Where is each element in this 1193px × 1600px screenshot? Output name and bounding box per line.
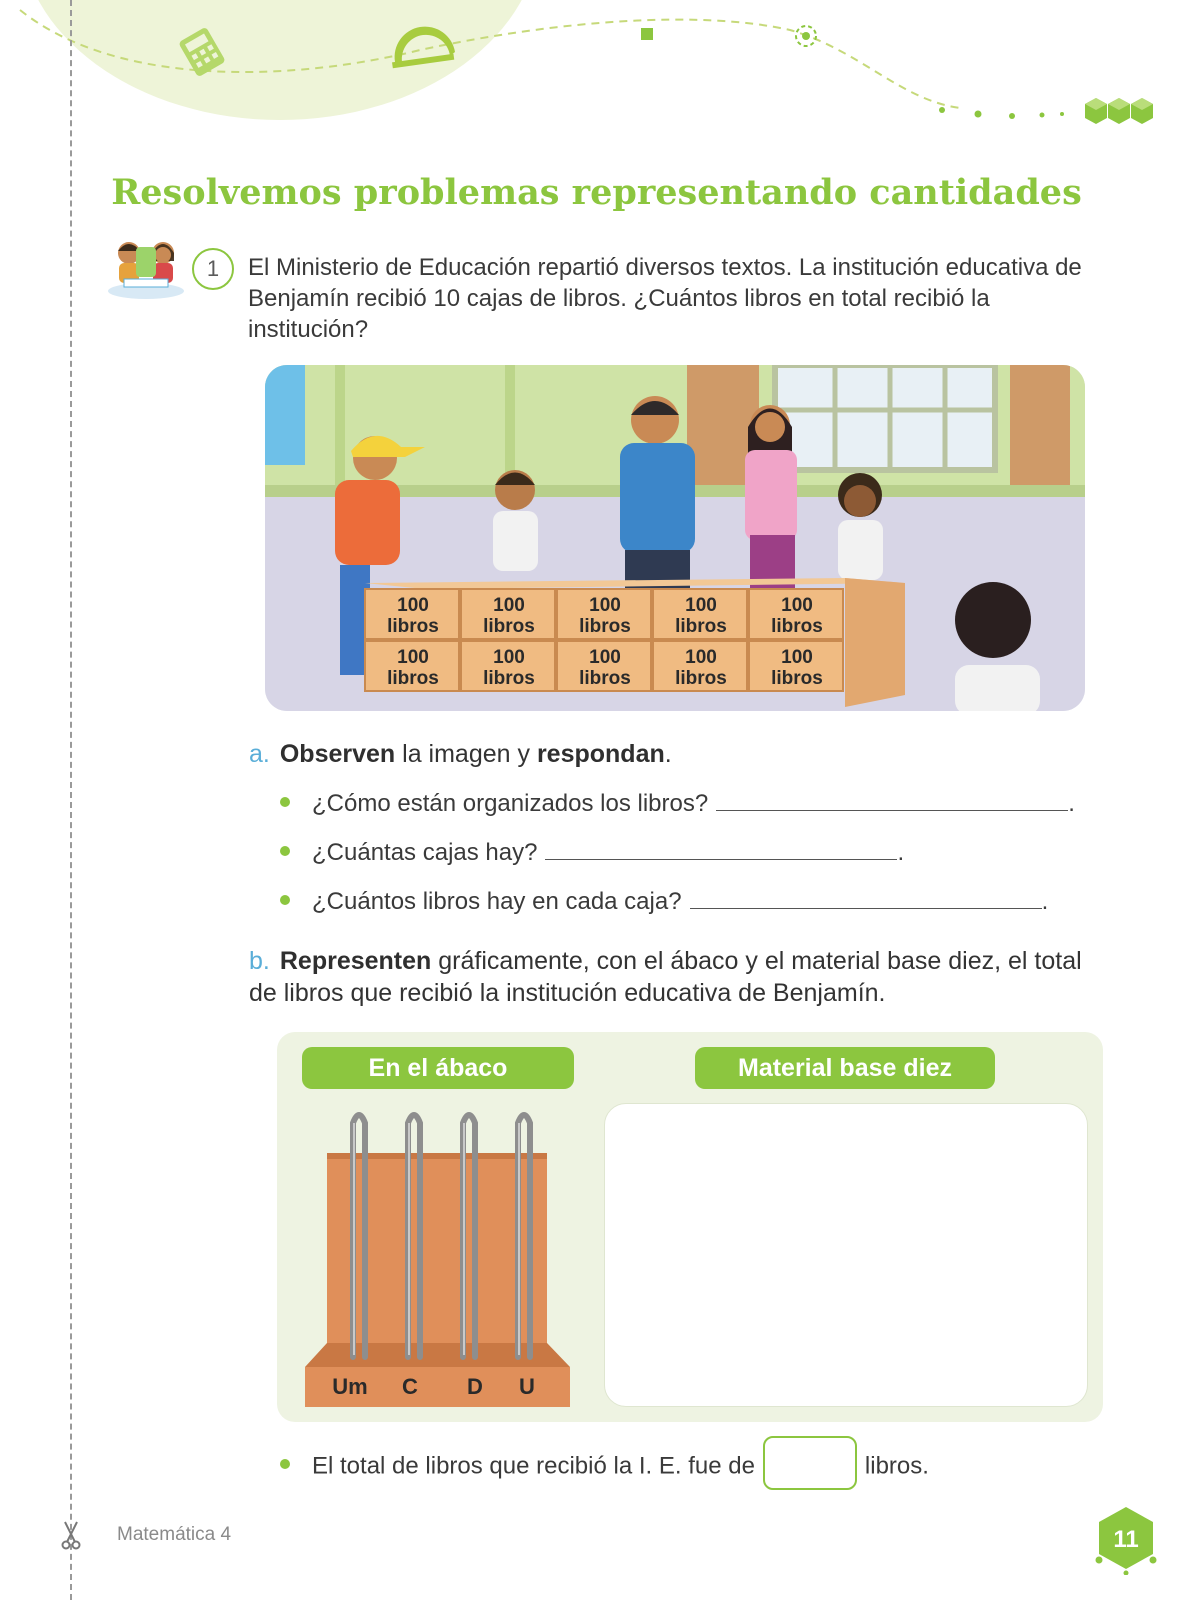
page-number-badge [1093, 1503, 1159, 1575]
answer-line-a3[interactable] [690, 886, 1042, 909]
box-label: libros [579, 616, 631, 637]
question-a2-end: . [897, 839, 905, 866]
question-a1-text: ¿Cómo están organizados los libros? [312, 790, 709, 817]
abacus-label-u: U [519, 1374, 535, 1399]
cube-icon [641, 28, 653, 40]
page-title: Resolvemos problemas representando cantidades [111, 172, 1082, 213]
box-quantity: 100 [397, 595, 429, 616]
final-before: El total de libros que recibió la I. E. fue de [312, 1452, 755, 1480]
total-answer-box[interactable] [763, 1436, 857, 1490]
base-ten-title: Material base diez [695, 1047, 995, 1089]
answer-line-a2[interactable] [545, 837, 897, 860]
bullet-icon [280, 895, 290, 905]
question-a3-text: ¿Cuántos libros hay en cada caja? [312, 888, 682, 915]
box-quantity: 100 [589, 647, 621, 668]
part-b-instruction [249, 945, 1109, 1009]
box-label: libros [483, 616, 535, 637]
box-label: libros [771, 616, 823, 637]
box-quantity: 100 [685, 647, 717, 668]
question-text: El Ministerio de Educación repartió diversos textos. La institución educativa de Benjamín recibió 10 cajas de libros. ¿Cuántos libros en total recibió la institución? [248, 254, 1082, 343]
question-a1-end: . [1068, 790, 1075, 817]
part-b-bold: Representen [279, 947, 432, 975]
part-b-text: gráficamente, con el ábaco y el material base diez, el total de libros que recibió la institución educativa de Benjamín. [249, 947, 1082, 1007]
part-a-mid: la imagen y [395, 740, 537, 768]
box-quantity: 100 [781, 647, 813, 668]
abacus[interactable] [305, 1105, 575, 1410]
box-label: libros [387, 616, 439, 637]
students-reading-icon [106, 233, 186, 301]
final-after: libros. [864, 1452, 929, 1480]
cubes-decoration [1085, 98, 1153, 124]
part-a-letter: a. [249, 740, 270, 768]
boy [493, 470, 538, 571]
box-quantity: 100 [493, 647, 525, 668]
question-a1 [280, 788, 1075, 818]
box-quantity: 100 [493, 595, 525, 616]
boxes-side [845, 578, 905, 707]
calculator-icon [178, 27, 226, 78]
box-quantity: 100 [397, 647, 429, 668]
header-dotted-path [0, 0, 1193, 140]
bullet-icon [280, 846, 290, 856]
box-label: libros [483, 668, 535, 689]
box-label: libros [675, 668, 727, 689]
part-a-bold1: Observen [279, 740, 396, 768]
part-a-bold2: respondan [536, 740, 665, 768]
base-ten-drawing-area[interactable] [604, 1103, 1088, 1407]
abacus-label-d: D [467, 1374, 483, 1399]
abacus-label-um: Um [332, 1374, 368, 1399]
question-a3-end: . [1041, 888, 1049, 915]
question-a2 [280, 837, 904, 867]
box-label: libros [387, 668, 439, 689]
box-quantity: 100 [589, 595, 621, 616]
footer-book-title: Matemática 4 [117, 1524, 232, 1545]
box-quantity: 100 [685, 595, 717, 616]
bullet-icon [280, 797, 290, 807]
boxes-illustration [265, 365, 1085, 711]
question-a3 [280, 886, 1048, 916]
box-quantity: 100 [781, 595, 813, 616]
page-number: 11 [1113, 1526, 1139, 1553]
question-a2-text: ¿Cuántas cajas hay? [312, 839, 538, 866]
part-b-letter: b. [249, 947, 270, 975]
question-number: 1 [192, 248, 234, 290]
scissors-icon [60, 1520, 82, 1550]
woman [745, 405, 797, 595]
girl [838, 473, 883, 580]
part-a-instruction [249, 740, 672, 769]
box-label: libros [579, 668, 631, 689]
answer-line-a1[interactable] [716, 788, 1068, 811]
cut-line [70, 0, 72, 1600]
box-label: libros [771, 668, 823, 689]
abacus-label-c: C [402, 1374, 418, 1399]
abacus-title: En el ábaco [302, 1047, 574, 1089]
box-label: libros [675, 616, 727, 637]
final-question [280, 1440, 929, 1494]
bullet-icon [280, 1459, 290, 1469]
book-boxes [365, 578, 905, 707]
part-a-end: . [664, 740, 672, 768]
